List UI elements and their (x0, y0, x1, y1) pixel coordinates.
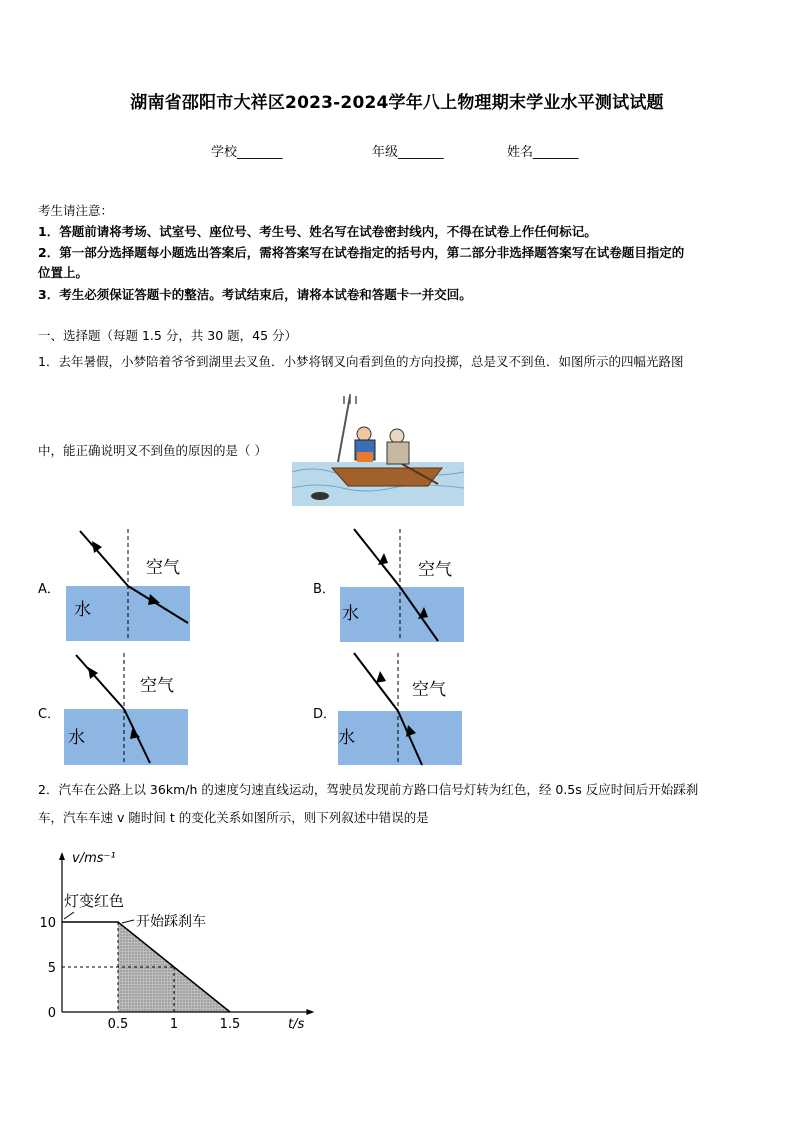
y-tick-label: 0 (47, 1006, 56, 1021)
q1-option-b-air-label: 空气 (418, 560, 452, 580)
annotation-brake-arrow (122, 920, 134, 923)
fishing-boat-image (292, 392, 468, 510)
notice-item-3: 3．考生必须保证答题卡的整洁。考试结束后，请将本试卷和答题卡一并交回。 (38, 287, 472, 302)
notice-item-2-cont: 位置上。 (38, 265, 89, 280)
school-field: 学校_______ (211, 145, 283, 160)
notice-heading: 考生请注意： (38, 203, 114, 218)
q1-stem-line1: 1．去年暑假，小梦陪着爷爷到湖里去叉鱼．小梦将钢叉向看到鱼的方向投掷，总是叉不到鱼．如图所示的四幅光路图 (38, 354, 684, 369)
annotation-light-arrow (64, 912, 74, 919)
x-tick-label: 0.5 (107, 1017, 129, 1032)
notice-item-2: 2．第一部分选择题每小题选出答案后，需将答案写在试卷指定的括号内，第二部分非选择题答案写在试卷题目指定的 (38, 245, 685, 260)
annotation-light-red: 灯变红色 (64, 892, 125, 910)
x-tick-label: 1.5 (219, 1017, 241, 1032)
q2-stem-line2: 车，汽车车速 v 随时间 t 的变化关系如图所示，则下列叙述中错误的是 (38, 810, 429, 825)
q1-option-c-water-label: 水 (68, 728, 85, 748)
x-tick-label: 1 (169, 1017, 179, 1032)
q1-option-d-water-label: 水 (338, 728, 355, 748)
q2-stem-line1: 2．汽车在公路上以 36km/h 的速度匀速直线运动，驾驶员发现前方路口信号灯转为红色，经 0.5s 反应时间后开始踩刹 (38, 782, 699, 797)
q1-option-d-air-label: 空气 (412, 680, 446, 700)
q1-option-b-letter: B． (313, 582, 335, 597)
q1-option-c-air-label: 空气 (140, 676, 174, 696)
q1-option-a-air-label: 空气 (146, 558, 180, 578)
y-tick-label: 10 (39, 916, 56, 931)
page-title: 湖南省邵阳市大祥区2023-2024学年八上物理期末学业水平测试试题 (130, 93, 664, 113)
q1-option-d-letter: D． (313, 707, 337, 722)
x-axis-arrow (306, 1009, 314, 1015)
q1-option-c-diagram (62, 651, 192, 769)
x-axis-label: t/s (288, 1017, 305, 1032)
annotation-start-braking: 开始踩刹车 (136, 914, 206, 930)
q1-option-a-water-label: 水 (74, 600, 91, 620)
q1-option-a-diagram (64, 527, 194, 645)
q1-option-a-letter: A． (38, 582, 60, 597)
velocity-time-graph (36, 844, 336, 1040)
y-axis-arrow (59, 852, 65, 860)
section-heading: 一、选择题（每题 1.5 分，共 30 题，45 分） (38, 328, 298, 343)
q1-option-b-water-label: 水 (342, 604, 359, 624)
y-axis-label: v/ms⁻¹ (72, 851, 116, 866)
y-tick-label: 5 (47, 961, 56, 976)
q1-option-b-diagram (338, 527, 468, 645)
q1-option-c-letter: C． (38, 707, 61, 722)
q1-option-d-diagram (336, 651, 466, 769)
grade-field: 年级_______ (372, 145, 444, 160)
notice-item-1: 1．答题前请将考场、试室号、座位号、考生号、姓名写在试卷密封线内，不得在试卷上作任何标记。 (38, 224, 597, 239)
q1-stem-line2: 中，能正确说明叉不到鱼的原因的是（ ） (38, 443, 267, 458)
name-field: 姓名_______ (507, 145, 579, 160)
